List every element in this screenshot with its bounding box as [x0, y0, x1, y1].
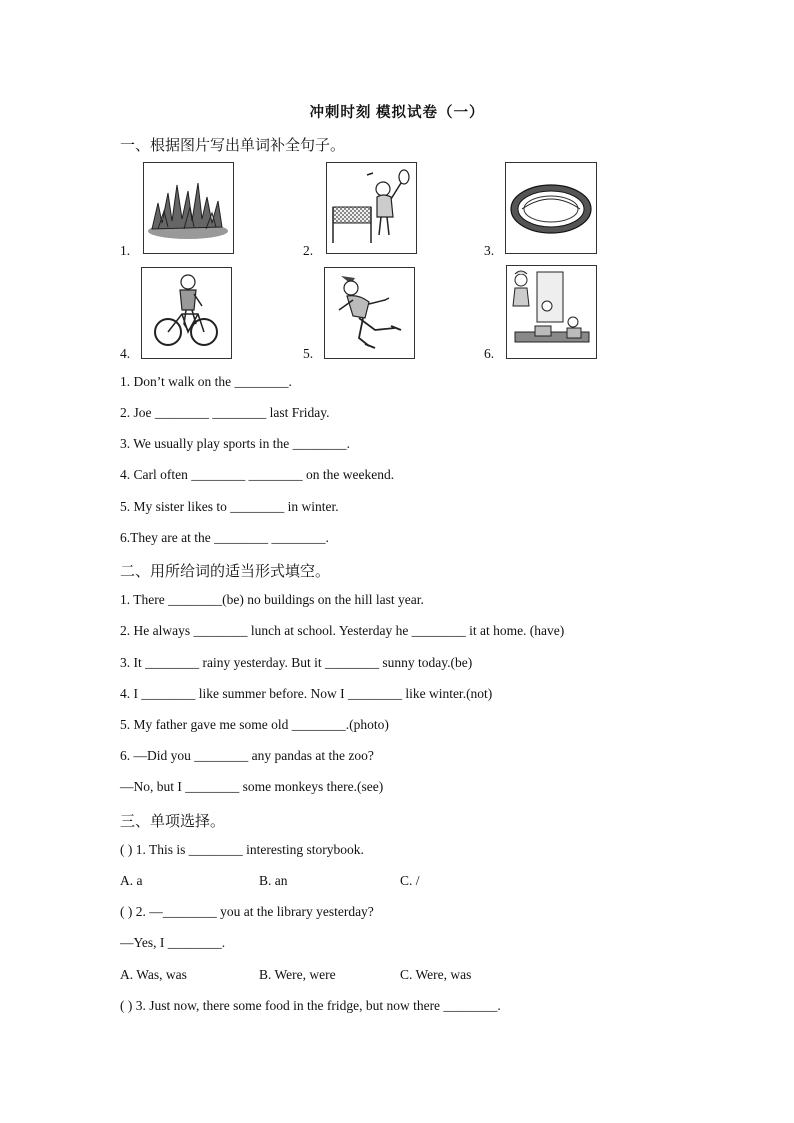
- page-title: 冲刺时刻 模拟试卷（一）: [309, 105, 485, 121]
- restaurant-scene-icon: [507, 266, 596, 358]
- picture-2: [326, 162, 417, 254]
- picture-3: [505, 162, 597, 254]
- section2-sentence-5: 5. My father gave me some old ________.(photo): [120, 717, 389, 732]
- section2-heading: 二、用所给词的适当形式填空。: [120, 562, 331, 580]
- section1-sentence-3: 3. We usually play sports in the ________.: [120, 436, 351, 451]
- question-1-option-a: A. a: [120, 873, 143, 888]
- picture-1: [143, 162, 234, 254]
- picture-number-5: 5.: [303, 346, 314, 361]
- question-2-option-a: A. Was, was: [120, 967, 187, 982]
- running-track-icon: [506, 163, 596, 253]
- section2-sentence-6-reply: —No, but I ________ some monkeys there.(see): [120, 779, 384, 794]
- section1-sentence-5: 5. My sister likes to ________ in winter.: [120, 499, 339, 514]
- section1-sentence-6: 6.They are at the ________ ________.: [120, 530, 329, 545]
- question-2-stem: ( ) 2. —________ you at the library yesterday?: [120, 904, 374, 919]
- question-1-stem: ( ) 1. This is ________ interesting storybook.: [120, 842, 364, 857]
- section1-heading: 一、根据图片写出单词补全句子。: [120, 136, 346, 154]
- section1-sentence-2: 2. Joe ________ ________ last Friday.: [120, 405, 330, 420]
- picture-5: [324, 267, 415, 359]
- picture-number-3: 3.: [484, 243, 495, 258]
- picture-4: [141, 267, 232, 359]
- section2-sentence-3: 3. It ________ rainy yesterday. But it ________ sunny today.(be): [120, 655, 473, 670]
- section3-heading: 三、单项选择。: [120, 812, 226, 830]
- badminton-player-icon: [327, 163, 416, 253]
- grass-icon: [144, 163, 233, 253]
- picture-number-2: 2.: [303, 243, 314, 258]
- section2-sentence-4: 4. I ________ like summer before. Now I ________ like winter.(not): [120, 686, 493, 701]
- section2-sentence-6: 6. —Did you ________ any pandas at the zoo?: [120, 748, 374, 763]
- boy-skating-icon: [325, 268, 414, 358]
- picture-6: [506, 265, 597, 359]
- picture-number-6: 6.: [484, 346, 495, 361]
- section2-sentence-2: 2. He always ________ lunch at school. Yesterday he ________ it at home. (have): [120, 623, 565, 638]
- section1-sentence-1: 1. Don’t walk on the ________.: [120, 374, 292, 389]
- boy-cycling-icon: [142, 268, 231, 358]
- question-2-option-c: C. Were, was: [400, 967, 472, 982]
- question-1-option-b: B. an: [259, 873, 288, 888]
- section2-sentence-1: 1. There ________(be) no buildings on the hill last year.: [120, 592, 424, 607]
- question-3-stem: ( ) 3. Just now, there some food in the fridge, but now there ________.: [120, 998, 501, 1013]
- question-1-option-c: C. /: [400, 873, 420, 888]
- section1-sentence-4: 4. Carl often ________ ________ on the weekend.: [120, 467, 395, 482]
- question-2-reply: —Yes, I ________.: [120, 935, 226, 950]
- picture-number-1: 1.: [120, 243, 131, 258]
- picture-number-4: 4.: [120, 346, 131, 361]
- question-2-option-b: B. Were, were: [259, 967, 336, 982]
